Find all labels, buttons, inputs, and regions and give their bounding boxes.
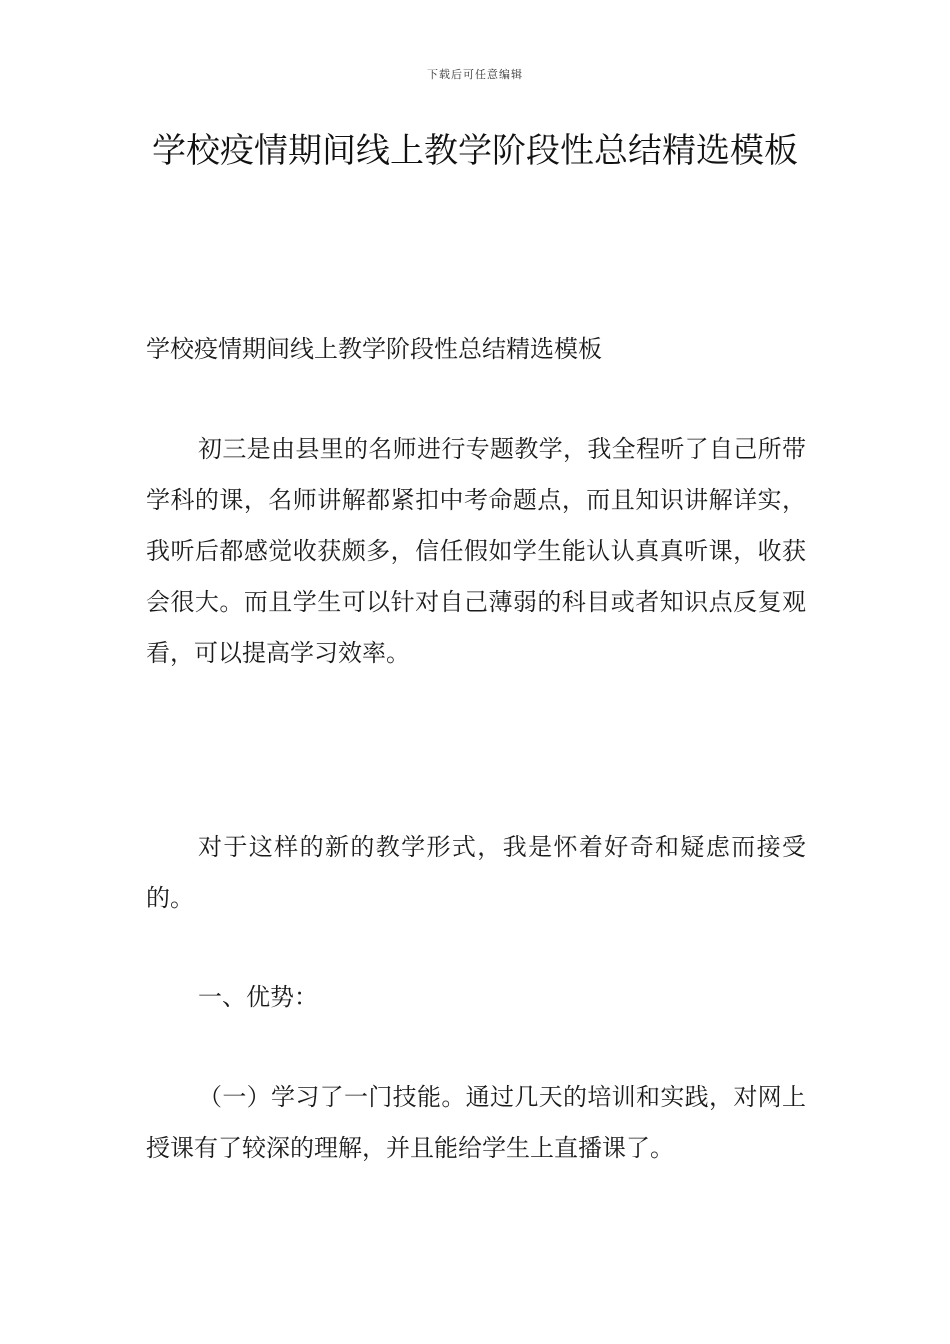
body-paragraph: 对于这样的新的教学形式，我是怀着好奇和疑虑而接受的。: [146, 833, 806, 912]
document-title: 学校疫情期间线上教学阶段性总结精选模板: [152, 131, 798, 171]
body-paragraph: 初三是由县里的名师进行专题教学，我全程听了自己所带学科的课，名师讲解都紧扣中考命题点，而且知识讲解详实，我听后都感觉收获颇多，信任假如学生能认认真真听课，收获会很大。而且学生可以针对自己薄弱的科目或者知识点反复观看，可以提高学习效率。: [146, 435, 806, 667]
section-heading: 一、优势：: [198, 983, 318, 1011]
document-subtitle: 学校疫情期间线上教学阶段性总结精选模板: [146, 335, 602, 363]
header-note: 下载后可任意编辑: [427, 68, 523, 81]
body-paragraph: （一）学习了一门技能。通过几天的培训和实践，对网上授课有了较深的理解，并且能给学生上直播课了。: [146, 1083, 806, 1162]
